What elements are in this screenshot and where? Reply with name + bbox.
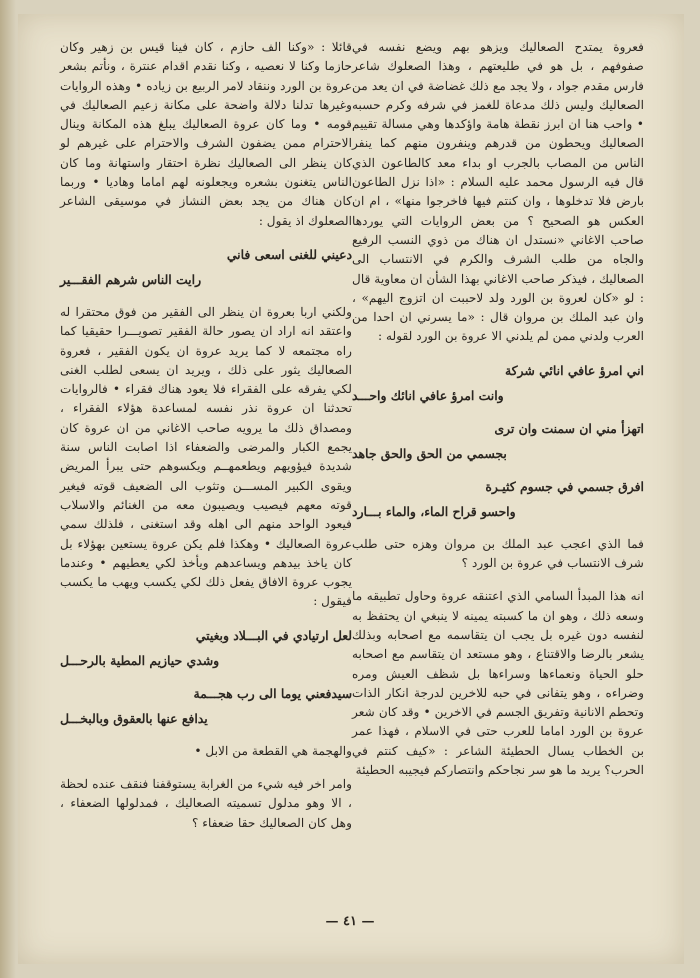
left-paragraph-1: قائلا : «وكنا الف حازم ، كان فينا قيس بن زهير وكان حازما وكنا لا نعصيه ، وكنا نقدم اقدام عنترة ، ونأتم بشعر عروة بن الورد وننقاد لامر الربيع بن زياده • وهذه الروايات وغيرها تدلنا دلالة واضحة على مكانة زعيم الصعاليك في قومه • وما كان عروة الصعاليك يبلغ هذه المكانة وينال الاحترام ممن يضفون الشرف والاحترام على غيرهم لو كان ينظر الى الصعاليك نظرة احتقار واستهانة وما كان الناس يتغنون بشعره ويجعلونه لهم اماما وهاديا • وربما كان هناك من يجد بعض النشاز في موسيقى الشاعر الصعلوك اذ يقول : (60, 40, 352, 228)
verse-line: لعل ارتيادي في البـــلاد وبغيتي (195, 627, 352, 643)
verse-line: واحسو قراح الماء، والماء بـــارد (352, 503, 516, 519)
verse-line: وانت امرؤ عافي انائك واحـــد (352, 387, 504, 403)
right-paragraph-1: فعروة يمتدح الصعاليك ويزهو بهم ويضع نفسه في صفوفهم ، بل هو في طليعتهم ، وهذا الصعلوك شاعر فارس مقدم جواد ، ولا يجد مع ذلك غضاضة في ان يعد من الصعاليك وليس ذلك مدعاة للغمز في شرفه وكرم حسبه • واحب هنا ان ابرز نقطة هامة واؤكدها وهي مسالة تقييم الصعاليك ويحطون من قدرهم وينفرون منهم كما ينفر الناس من المصاب بالجرب او بداء معد كالطاعون الذي قال فيه الرسول محمد عليه السلام : «اذا نزل الطاعون بارض فلا تدخلوها ، وان كنتم فيها فاخرجوا منها» ، ام ان العكس هو الصحيح ؟ من بعض الروايات التي يوردها صاحب الاغاني «نستدل ان هناك من ذوي النسب الرفيع والجاه من طلب الشرف والكرم في الانتساب الى الصعاليك ، فيذكر صاحب الاغاني بهذا الشأن ان معاوية قال : لو «كان لعروة بن الورد ولد لاحببت ان اتزوج اليهم» ، وان عبد الملك بن مروان قال : «ما يسرني ان احدا من العرب ولدني ممن لم يلدني الا عروة بن الورد لقوله : (352, 40, 644, 344)
verse-5 (60, 626, 352, 670)
verse-line: افرق جسمي في جسوم كثيـرة (485, 478, 644, 494)
verse-line: اتهزأ مني ان سمنت وان ترى (494, 420, 644, 436)
page-number: — ٤١ — (325, 914, 375, 929)
verse-6 (60, 684, 352, 728)
verse-line: اني امرؤ عافي انائي شركة (505, 362, 644, 378)
right-paragraph-2: فما الذي اعجب عبد الملك بن مروان وهزه حتى طلب شرف الانتساب في عروة بن الورد ؟ (352, 536, 644, 571)
left-column (60, 38, 352, 839)
left-paragraph-3: والهجمة هي القطعة من الابل • (194, 743, 352, 758)
verse-line: يدافع عنها بالعقوق وبالبخـــل (60, 710, 208, 726)
verse-line: بجسمي من الحق والحق جاهد (352, 445, 507, 461)
verse-1 (352, 361, 644, 405)
verse-3 (352, 477, 644, 521)
verse-line: سيدفعني يوما الى رب هجـــمة (193, 685, 352, 701)
right-paragraph-3: انه هذا المبدأ السامي الذي اعتنقه عروة وحاول تطبيقه ما وسعه ذلك ، وهو ان ما كسبته يمينه لا ينبغي ان يحتفظ به لنفسه دون غيره بل يجب ان يتقاسمه مع اصحابه وبذلك يشعر بالرضا والاقتناع ، وهو مستعد ان يتقاسم مع اصحابه حلو الحياة ونعماءها وسراءها بل شظف العيش ومره وضراءه ، وهو يتفانى في حبه للاخرين لدرجة انكار الذات وتحطم الانانية وتفريق الجسم في الاخرين • وقد كان شعر عروة بن الورد اماما للعرب حتى في الاسلام ، فهذا عمر بن الخطاب يسال الحطيئة الشاعر : «كيف كنتم في الحرب؟ يريد ما هو سر نجاحكم وانتصاركم فيجيبه الحطيئة (352, 589, 644, 778)
book-spine-shadow (0, 0, 16, 978)
verse-line: رايت الناس شرهم الفقـــير (60, 271, 202, 287)
left-paragraph-4: وامر اخر فيه شيء من الغرابة يستوقفنا فنقف عنده لحظة ، الا وهو مدلول تسميته الصعاليك ، فمدلولها الضعفاء ، وهل كان الصعاليك حقا ضعفاء ؟ (60, 777, 352, 830)
left-paragraph-2: ولكني اربا بعروة ان ينظر الى الفقير من فوق محتقرا له واعتقد انه اراد ان يصور حالة الفقير تصويـــرا حقيقيا كما راه مجتمعه لا كما يريد عروة ان يكون الفقير ، فعروة الصعاليك يثور على ذلك ، ويريد ان يسعى لطلب الغنى لكي يفرقه على الفقراء فلا يعود هناك فقراء • فالروايات تحدثنا ان عروة نذر نفسه لمساعدة هؤلاء الفقراء ، ومصداق ذلك ما يرويه صاحب الاغاني من ان عروة كان يجمع الكبار والمرضى والضعفاء اذا اصابت الناس سنة شديدة فيؤويهم ويطعمهــم ويكسوهم حتى يبرأ المريض ويقوى الكبير المســـن وتثوب الى الضعيف قوته فيغير قوته معهم فيصيب ويصيبون معه من الغنائم والاسلاب فيعود الواحد منهم الى اهله وقد استغنى ، فلذلك سمي عروة الصعاليك • وهكذا فلم يكن عروة يستعين بهؤلاء بل كان ياخذ بيدهم ويساعدهم ويأخذ لكي يعطيهم • وعندما يجوب عروة الافاق يفعل ذلك لكي يكسب ويهب ما يكسب فيقول : (60, 304, 352, 609)
verse-2 (352, 419, 644, 463)
verse-4 (60, 245, 352, 289)
right-column (352, 38, 644, 786)
verse-line: دعيني للغنى اسعى فاني (226, 246, 352, 262)
verse-line: وشدي حيازيم المطية بالرحـــل (60, 652, 220, 668)
